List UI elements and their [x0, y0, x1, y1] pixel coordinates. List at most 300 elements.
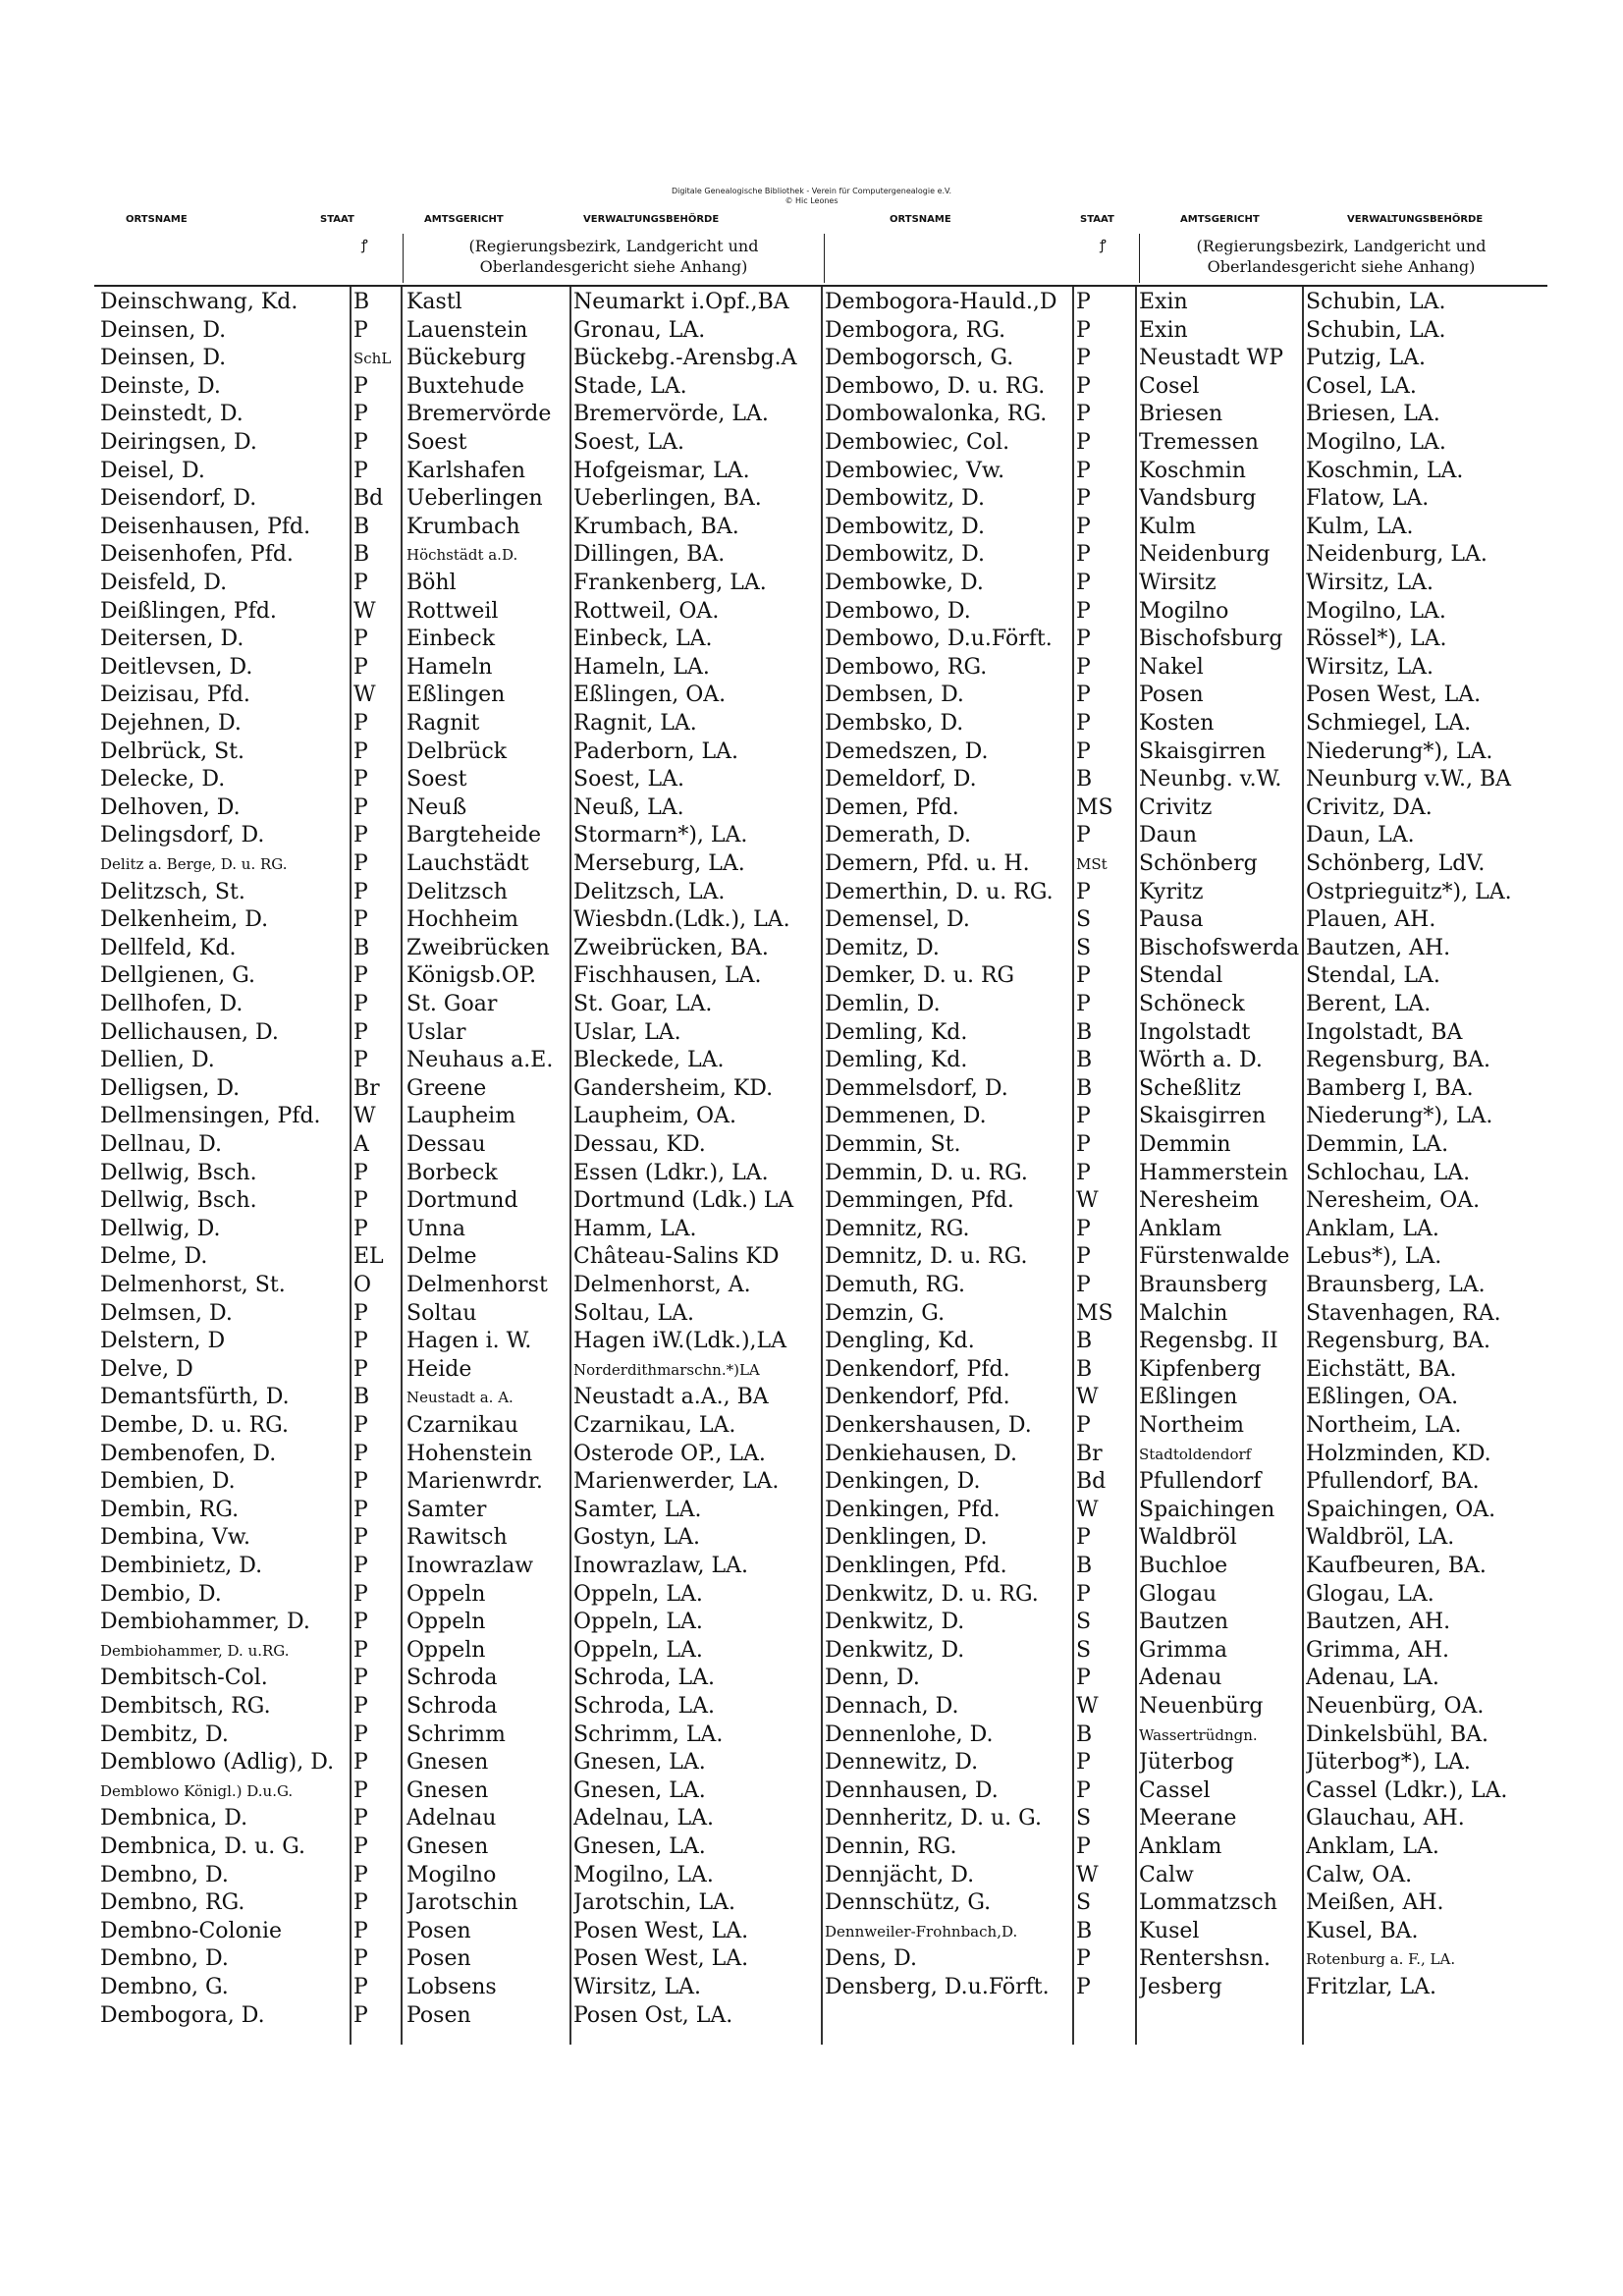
left-staat-cell: P [353, 1694, 368, 1719]
right-ortsname-cell: Demensel, D. [825, 907, 970, 933]
right-amtsgericht-cell: Buchloe [1139, 1554, 1228, 1578]
left-verwaltung-cell: Stormarn*), LA. [573, 823, 748, 848]
right-ortsname-cell: Dennewitz, D. [825, 1750, 979, 1776]
right-amtsgericht-cell: Scheßlitz [1139, 1075, 1241, 1101]
right-staat-cell: Bd [1076, 1469, 1107, 1495]
left-ortsname-cell: Deisenhausen, Pfd. [100, 514, 311, 539]
right-staat-cell: S [1076, 1806, 1092, 1831]
table-row [0, 794, 1623, 822]
right-staat-cell: P [1076, 1777, 1091, 1803]
left-amtsgericht-cell: Krumbach [406, 514, 520, 539]
right-staat-cell: P [1076, 1946, 1091, 1972]
right-ortsname-cell: Dembowo, D. [825, 598, 971, 624]
left-verwaltung-cell: Stade, LA. [573, 373, 687, 399]
left-amtsgericht-cell: Gnesen [406, 1777, 489, 1803]
table-row [0, 1833, 1623, 1861]
right-ortsname-cell: Densberg, D.u.Förft. [825, 1975, 1050, 1999]
left-ortsname-cell: Delecke, D. [100, 767, 226, 793]
left-verwaltung-cell: Gnesen, LA. [573, 1777, 706, 1803]
right-amtsgericht-cell: Exin [1139, 290, 1188, 314]
left-staat-cell: P [353, 1160, 368, 1185]
right-verwaltung-cell: Dinkelsbühl, BA. [1306, 1722, 1489, 1747]
right-amtsgericht-cell: Lommatzsch [1139, 1890, 1277, 1916]
left-amtsgericht-cell: Hameln [406, 654, 493, 680]
left-ortsname-cell: Dembitz, D. [100, 1722, 229, 1747]
left-amtsgericht-cell: Eßlingen [406, 683, 506, 708]
subheader-note-right-line1: (Regierungsbezirk, Landgericht und [1196, 237, 1487, 255]
subheader-note-right-line2: Oberlandesgericht siehe Anhang) [1207, 257, 1476, 276]
right-amtsgericht-cell: Malchin [1139, 1300, 1228, 1326]
left-ortsname-cell: Deinste, D. [100, 373, 221, 399]
subheader-note-left-line1: (Regierungsbezirk, Landgericht und [468, 237, 759, 255]
table-row [0, 1216, 1623, 1243]
left-staat-cell: Br [353, 1075, 380, 1101]
table-row [0, 429, 1623, 457]
right-staat-cell: W [1076, 1862, 1099, 1887]
left-verwaltung-cell: Mogilno, LA. [573, 1862, 714, 1887]
right-staat-cell: P [1076, 627, 1091, 652]
right-amtsgericht-cell: Pausa [1139, 907, 1204, 933]
left-ortsname-cell: Dembnica, D. u. G. [100, 1834, 306, 1859]
left-ortsname-cell: Dembinietz, D. [100, 1554, 263, 1578]
left-amtsgericht-cell: Oppeln [406, 1637, 486, 1663]
right-ortsname-cell: Demnitz, RG. [825, 1216, 970, 1241]
left-amtsgericht-cell: Soest [406, 767, 467, 793]
left-verwaltung-cell: Hamm, LA. [573, 1216, 697, 1241]
table-row [0, 1581, 1623, 1609]
right-amtsgericht-cell: Calw [1139, 1862, 1194, 1887]
right-ortsname-cell: Demzin, G. [825, 1300, 946, 1326]
left-ortsname-cell: Dellwig, Bsch. [100, 1188, 257, 1214]
left-staat-cell: P [353, 1890, 368, 1916]
right-ortsname-cell: Dembogorsch, G. [825, 346, 1014, 371]
right-amtsgericht-cell: Daun [1139, 823, 1198, 848]
left-amtsgericht-cell: Lobsens [406, 1975, 497, 1999]
right-verwaltung-cell: Fritzlar, LA. [1306, 1975, 1436, 1999]
left-ortsname-cell: Dembnica, D. [100, 1806, 248, 1831]
right-staat-cell: P [1076, 290, 1091, 314]
right-verwaltung-cell: Braunsberg, LA. [1306, 1273, 1486, 1297]
table-row [0, 1693, 1623, 1721]
left-amtsgericht-cell: Mogilno [406, 1862, 497, 1887]
left-amtsgericht-cell: Buxtehude [406, 373, 525, 399]
table-row [0, 991, 1623, 1018]
left-ortsname-cell: Deinstedt, D. [100, 402, 243, 427]
credit-line-2: © Hic Leones [784, 196, 839, 205]
left-ortsname-cell: Dembitsch-Col. [100, 1666, 268, 1691]
table-row [0, 1974, 1623, 2001]
left-amtsgericht-cell: Greene [406, 1075, 487, 1101]
table-row [0, 1749, 1623, 1777]
table-row [0, 598, 1623, 626]
right-verwaltung-cell: Glogau, LA. [1306, 1581, 1434, 1607]
left-verwaltung-cell: Bückebg.-Arensbg.A [573, 346, 797, 371]
right-verwaltung-cell: Rössel*), LA. [1306, 627, 1447, 652]
right-staat-cell: W [1076, 1497, 1099, 1522]
right-verwaltung-cell: Rotenburg a. F., LA. [1306, 1950, 1456, 1969]
left-staat-cell: B [353, 514, 370, 539]
right-verwaltung-cell: Calw, OA. [1306, 1862, 1413, 1887]
left-ortsname-cell: Dellien, D. [100, 1048, 215, 1073]
left-verwaltung-cell: Zweibrücken, BA. [573, 935, 769, 960]
right-verwaltung-cell: Neuenbürg, OA. [1306, 1694, 1485, 1719]
right-ortsname-cell: Demerthin, D. u. RG. [825, 879, 1054, 904]
right-staat-cell: P [1076, 654, 1091, 680]
right-amtsgericht-cell: Neunbg. v.W. [1139, 767, 1282, 793]
left-verwaltung-cell: Paderborn, LA. [573, 738, 739, 764]
right-staat-cell: P [1076, 992, 1091, 1016]
right-verwaltung-cell: Neidenburg, LA. [1306, 542, 1488, 568]
left-staat-cell: P [353, 879, 368, 904]
table-row [0, 906, 1623, 934]
left-verwaltung-cell: Soest, LA. [573, 767, 684, 793]
left-staat-cell: P [353, 738, 368, 764]
left-amtsgericht-cell: Posen [406, 2002, 471, 2028]
right-staat-cell: P [1076, 1666, 1091, 1691]
left-ortsname-cell: Dembno, D. [100, 1946, 229, 1972]
left-staat-cell: P [353, 1356, 368, 1382]
right-amtsgericht-cell: Rentershsn. [1139, 1946, 1271, 1972]
right-verwaltung-cell: Mogilno, LA. [1306, 430, 1446, 455]
left-verwaltung-cell: Essen (Ldkr.), LA. [573, 1160, 769, 1185]
table-row [0, 373, 1623, 401]
right-amtsgericht-cell: Adenau [1139, 1666, 1222, 1691]
right-ortsname-cell: Dembogora, RG. [825, 317, 1006, 343]
left-amtsgericht-cell: Gnesen [406, 1750, 489, 1776]
right-staat-cell: P [1076, 1216, 1091, 1241]
left-ortsname-cell: Delve, D [100, 1356, 193, 1382]
right-staat-cell: P [1076, 542, 1091, 568]
left-amtsgericht-cell: Inowrazlaw [406, 1554, 534, 1578]
left-amtsgericht-cell: Ueberlingen [406, 486, 543, 512]
table-row [0, 485, 1623, 513]
left-verwaltung-cell: Neustadt a.A., BA [573, 1385, 769, 1410]
right-verwaltung-cell: Spaichingen, OA. [1306, 1497, 1496, 1522]
left-staat-cell: P [353, 373, 368, 399]
right-amtsgericht-cell: Grimma [1139, 1637, 1227, 1663]
left-verwaltung-cell: Oppeln, LA. [573, 1581, 703, 1607]
right-ortsname-cell: Dennweiler-Frohnbach,D. [825, 1922, 1018, 1941]
table-row [0, 1103, 1623, 1130]
left-staat-cell: P [353, 1806, 368, 1831]
left-ortsname-cell: Dembina, Vw. [100, 1525, 251, 1551]
left-staat-cell: P [353, 1469, 368, 1495]
left-verwaltung-cell: Gostyn, LA. [573, 1525, 701, 1551]
right-amtsgericht-cell: Fürstenwalde [1139, 1244, 1290, 1270]
left-verwaltung-cell: Samter, LA. [573, 1497, 702, 1522]
right-staat-cell: P [1076, 738, 1091, 764]
left-amtsgericht-cell: Kastl [406, 290, 462, 314]
left-staat-cell: EL [353, 1244, 384, 1270]
left-verwaltung-cell: Wiesbdn.(Ldk.), LA. [573, 907, 790, 933]
right-staat-cell: P [1076, 1581, 1091, 1607]
right-verwaltung-cell: Niederung*), LA. [1306, 738, 1493, 764]
right-amtsgericht-cell: Skaisgirren [1139, 738, 1267, 764]
right-ortsname-cell: Dembowiec, Col. [825, 430, 1010, 455]
right-ortsname-cell: Denkwitz, D. [825, 1610, 965, 1635]
right-ortsname-cell: Demmenen, D. [825, 1104, 987, 1129]
right-verwaltung-cell: Kusel, BA. [1306, 1918, 1419, 1943]
left-ortsname-cell: Dembno, D. [100, 1862, 229, 1887]
right-verwaltung-cell: Briesen, LA. [1306, 402, 1440, 427]
right-ortsname-cell: Dens, D. [825, 1946, 917, 1972]
right-verwaltung-cell: Plauen, AH. [1306, 907, 1436, 933]
left-staat-cell: P [353, 1497, 368, 1522]
left-verwaltung-cell: Ragnit, LA. [573, 711, 697, 736]
left-verwaltung-cell: Bremervörde, LA. [573, 402, 769, 427]
left-amtsgericht-cell: Bargteheide [406, 823, 542, 848]
left-amtsgericht-cell: Lauchstädt [406, 851, 529, 876]
left-verwaltung-cell: Delmenhorst, A. [573, 1273, 751, 1297]
table-row [0, 458, 1623, 485]
right-verwaltung-cell: Neunburg v.W., BA [1306, 767, 1512, 793]
right-verwaltung-cell: Schubin, LA. [1306, 317, 1446, 343]
left-amtsgericht-cell: Karlshafen [406, 458, 526, 483]
left-verwaltung-cell: Dillingen, BA. [573, 542, 726, 568]
left-verwaltung-cell: Posen West, LA. [573, 1918, 749, 1943]
right-ortsname-cell: Denn, D. [825, 1666, 920, 1691]
left-ortsname-cell: Deisenhofen, Pfd. [100, 542, 294, 568]
right-verwaltung-cell: Bamberg I, BA. [1306, 1075, 1474, 1101]
right-ortsname-cell: Denkingen, Pfd. [825, 1497, 1001, 1522]
left-verwaltung-cell: Eßlingen, OA. [573, 683, 727, 708]
right-verwaltung-cell: Regensburg, BA. [1306, 1048, 1491, 1073]
left-staat-cell: W [353, 598, 376, 624]
credit-line-1: Digitale Genealogische Bibliothek - Verein für Computergenealogie e.V. [671, 187, 952, 195]
right-verwaltung-cell: Neresheim, OA. [1306, 1188, 1481, 1214]
left-staat-cell: P [353, 402, 368, 427]
left-amtsgericht-cell: Soest [406, 430, 467, 455]
right-ortsname-cell: Demmelsdorf, D. [825, 1075, 1008, 1101]
right-ortsname-cell: Dennheritz, D. u. G. [825, 1806, 1042, 1831]
right-ortsname-cell: Demitz, D. [825, 935, 940, 960]
right-amtsgericht-cell: Demmin [1139, 1132, 1231, 1157]
right-verwaltung-cell: Ingolstadt, BA [1306, 1019, 1463, 1045]
table-row [0, 1918, 1623, 1945]
right-staat-cell: B [1076, 1918, 1093, 1943]
right-ortsname-cell: Dombowalonka, RG. [825, 402, 1048, 427]
staat-symbol-left: ꝭ [361, 238, 368, 253]
left-amtsgericht-cell: Rottweil [406, 598, 499, 624]
table-row [0, 2002, 1623, 2030]
left-amtsgericht-cell: Samter [406, 1497, 487, 1522]
table-row [0, 1805, 1623, 1832]
table-row [0, 1384, 1623, 1411]
left-staat-cell: B [353, 1385, 370, 1410]
right-staat-cell: P [1076, 1132, 1091, 1157]
table-row [0, 1609, 1623, 1636]
right-ortsname-cell: Denkershausen, D. [825, 1413, 1032, 1438]
table-row [0, 935, 1623, 962]
left-amtsgericht-cell: Posen [406, 1918, 471, 1943]
right-ortsname-cell: Demling, Kd. [825, 1019, 968, 1045]
table-row [0, 1665, 1623, 1692]
table-row [0, 1441, 1623, 1468]
left-staat-cell: A [353, 1132, 369, 1157]
right-verwaltung-cell: Kulm, LA. [1306, 514, 1414, 539]
right-ortsname-cell: Dembowo, D. u. RG. [825, 373, 1046, 399]
left-staat-cell: P [353, 851, 368, 876]
header-verwaltung-right: VERWALTUNGSBEHÖRDE [1347, 214, 1484, 225]
left-amtsgericht-cell: Uslar [406, 1019, 466, 1045]
right-verwaltung-cell: Anklam, LA. [1306, 1216, 1439, 1241]
left-staat-cell: P [353, 1554, 368, 1578]
left-amtsgericht-cell: Bückeburg [406, 346, 526, 371]
left-ortsname-cell: Demblowo Königl.) D.u.G. [100, 1781, 294, 1800]
left-ortsname-cell: Dembien, D. [100, 1469, 236, 1495]
left-staat-cell: P [353, 907, 368, 933]
right-amtsgericht-cell: Anklam [1139, 1834, 1222, 1859]
table-row [0, 1777, 1623, 1805]
left-staat-cell: P [353, 1666, 368, 1691]
left-verwaltung-cell: Rottweil, OA. [573, 598, 720, 624]
right-amtsgericht-cell: Hammerstein [1139, 1160, 1288, 1185]
right-staat-cell: P [1076, 879, 1091, 904]
left-staat-cell: P [353, 1777, 368, 1803]
left-amtsgericht-cell: Delitzsch [406, 879, 508, 904]
right-staat-cell: P [1076, 598, 1091, 624]
table-row [0, 1468, 1623, 1496]
table-row [0, 1945, 1623, 1973]
left-verwaltung-cell: Ueberlingen, BA. [573, 486, 762, 512]
left-ortsname-cell: Dellgienen, G. [100, 963, 255, 989]
right-amtsgericht-cell: Neidenburg [1139, 542, 1271, 568]
right-ortsname-cell: Dembowiec, Vw. [825, 458, 1005, 483]
left-ortsname-cell: Dembenofen, D. [100, 1441, 277, 1466]
left-staat-cell: P [353, 1188, 368, 1214]
left-ortsname-cell: Delmsen, D. [100, 1300, 233, 1326]
left-verwaltung-cell: Dortmund (Ldk.) LA [573, 1188, 794, 1214]
left-verwaltung-cell: Czarnikau, LA. [573, 1413, 736, 1438]
left-staat-cell: P [353, 1918, 368, 1943]
right-ortsname-cell: Dennschütz, G. [825, 1890, 992, 1916]
left-ortsname-cell: Deitersen, D. [100, 627, 244, 652]
table-row [0, 1862, 1623, 1889]
library-credit [0, 187, 1623, 206]
left-ortsname-cell: Demantsfürth, D. [100, 1385, 290, 1410]
left-amtsgericht-cell: Schrimm [406, 1722, 506, 1747]
right-amtsgericht-cell: Kulm [1139, 514, 1197, 539]
left-amtsgericht-cell: Delbrück [406, 738, 508, 764]
right-ortsname-cell: Demmin, St. [825, 1132, 961, 1157]
right-amtsgericht-cell: Pfullendorf [1139, 1469, 1262, 1495]
table-row [0, 1356, 1623, 1384]
left-verwaltung-cell: Delitzsch, LA. [573, 879, 726, 904]
right-verwaltung-cell: Koschmin, LA. [1306, 458, 1464, 483]
left-staat-cell: P [353, 627, 368, 652]
table-row [0, 1075, 1623, 1103]
right-ortsname-cell: Dembowo, D.u.Förft. [825, 627, 1053, 652]
right-ortsname-cell: Demern, Pfd. u. H. [825, 851, 1030, 876]
left-ortsname-cell: Deisel, D. [100, 458, 205, 483]
right-verwaltung-cell: Adenau, LA. [1306, 1666, 1439, 1691]
left-ortsname-cell: Dembe, D. u. RG. [100, 1413, 289, 1438]
right-verwaltung-cell: Wirsitz, LA. [1306, 571, 1434, 595]
right-amtsgericht-cell: Posen [1139, 683, 1204, 708]
right-staat-cell: B [1076, 1329, 1093, 1354]
right-staat-cell: B [1076, 767, 1093, 793]
right-ortsname-cell: Demerath, D. [825, 823, 972, 848]
right-verwaltung-cell: Berent, LA. [1306, 992, 1432, 1016]
table-row [0, 738, 1623, 766]
left-staat-cell: P [353, 711, 368, 736]
right-staat-cell: P [1076, 486, 1091, 512]
left-verwaltung-cell: Marienwerder, LA. [573, 1469, 780, 1495]
left-verwaltung-cell: Hofgeismar, LA. [573, 458, 750, 483]
left-amtsgericht-cell: Czarnikau [406, 1413, 518, 1438]
right-amtsgericht-cell: Stendal [1139, 963, 1223, 989]
table-row [0, 1553, 1623, 1580]
header-staat-right: STAAT [1080, 214, 1114, 225]
left-amtsgericht-cell: Einbeck [406, 627, 496, 652]
right-amtsgericht-cell: Cosel [1139, 373, 1200, 399]
subheader-note-left-line2: Oberlandesgericht siehe Anhang) [479, 257, 748, 276]
right-staat-cell: S [1076, 1890, 1092, 1916]
table-row [0, 1047, 1623, 1074]
right-ortsname-cell: Dennenlohe, D. [825, 1722, 994, 1747]
right-staat-cell: B [1076, 1356, 1093, 1382]
left-verwaltung-cell: Oppeln, LA. [573, 1610, 703, 1635]
right-amtsgericht-cell: Northeim [1139, 1413, 1244, 1438]
right-amtsgericht-cell: Jüterbog [1139, 1750, 1234, 1776]
right-ortsname-cell: Dennhausen, D. [825, 1777, 999, 1803]
left-ortsname-cell: Deizisau, Pfd. [100, 683, 250, 708]
right-staat-cell: B [1076, 1554, 1093, 1578]
right-verwaltung-cell: Holzminden, KD. [1306, 1441, 1491, 1466]
right-amtsgericht-cell: Bischofsburg [1139, 627, 1283, 652]
left-staat-cell: W [353, 1104, 376, 1129]
table-row [0, 766, 1623, 793]
right-ortsname-cell: Dembogora-Hauld.,D [825, 290, 1057, 314]
left-verwaltung-cell: Soltau, LA. [573, 1300, 694, 1326]
right-staat-cell: B [1076, 1722, 1093, 1747]
left-amtsgericht-cell: Ragnit [406, 711, 480, 736]
left-staat-cell: Bd [353, 486, 384, 512]
table-row [0, 289, 1623, 316]
left-amtsgericht-cell: Delme [406, 1244, 477, 1270]
right-staat-cell: P [1076, 823, 1091, 848]
right-amtsgericht-cell: Exin [1139, 317, 1188, 343]
right-ortsname-cell: Dembowke, D. [825, 571, 984, 595]
right-amtsgericht-cell: Kipfenberg [1139, 1356, 1262, 1382]
left-amtsgericht-cell: Zweibrücken [406, 935, 550, 960]
table-row [0, 345, 1623, 372]
left-verwaltung-cell: Schrimm, LA. [573, 1722, 724, 1747]
right-verwaltung-cell: Stavenhagen, RA. [1306, 1300, 1501, 1326]
right-ortsname-cell: Dennach, D. [825, 1694, 959, 1719]
left-amtsgericht-cell: Rawitsch [406, 1525, 508, 1551]
right-staat-cell: B [1076, 1019, 1093, 1045]
left-amtsgericht-cell: Dessau [406, 1132, 486, 1157]
right-amtsgericht-cell: Briesen [1139, 402, 1223, 427]
right-ortsname-cell: Dembsen, D. [825, 683, 964, 708]
left-staat-cell: P [353, 1637, 368, 1663]
right-staat-cell: W [1076, 1188, 1099, 1214]
right-verwaltung-cell: Waldbröl, LA. [1306, 1525, 1455, 1551]
right-ortsname-cell: Demmin, D. u. RG. [825, 1160, 1028, 1185]
right-verwaltung-cell: Meißen, AH. [1306, 1890, 1444, 1916]
right-amtsgericht-cell: Bischofswerda [1139, 935, 1300, 960]
left-ortsname-cell: Dembin, RG. [100, 1497, 240, 1522]
left-verwaltung-cell: Hameln, LA. [573, 654, 710, 680]
right-amtsgericht-cell: Neuenbürg [1139, 1694, 1264, 1719]
right-staat-cell: W [1076, 1385, 1099, 1410]
right-verwaltung-cell: Schmiegel, LA. [1306, 711, 1472, 736]
left-ortsname-cell: Delhoven, D. [100, 794, 241, 820]
right-ortsname-cell: Dembowitz, D. [825, 486, 985, 512]
right-staat-cell: P [1076, 571, 1091, 595]
right-staat-cell: Br [1076, 1441, 1103, 1466]
